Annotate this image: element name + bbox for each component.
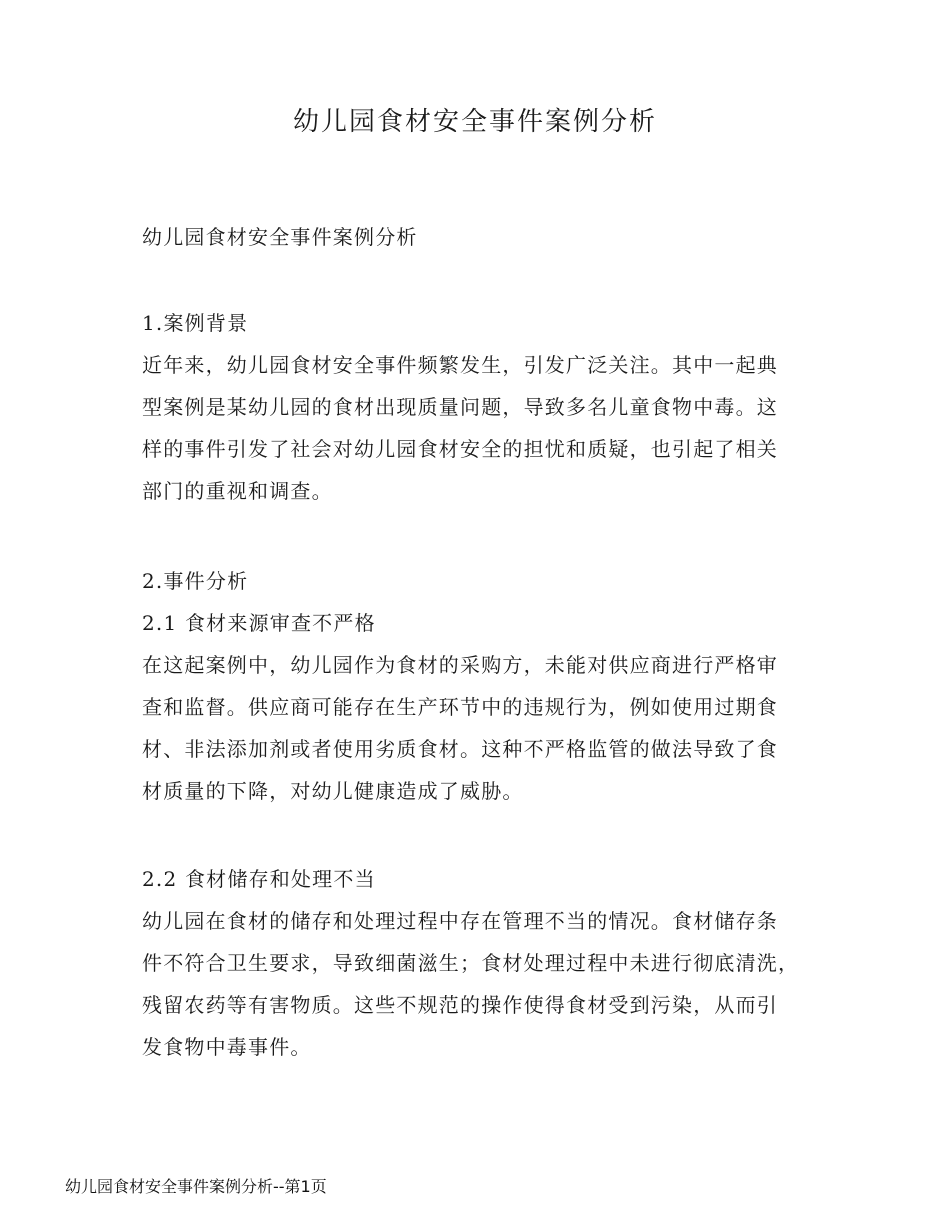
- paragraph-line: 在这起案例中，幼儿园作为食材的采购方，未能对供应商进行严格审: [142, 653, 778, 677]
- section-heading-analysis: 2.事件分析: [142, 569, 249, 593]
- paragraph-line: 幼儿园在食材的储存和处理过程中存在管理不当的情况。食材储存条: [142, 909, 778, 933]
- subsection-heading-source: 2.1 食材来源审查不严格: [142, 611, 376, 635]
- paragraph-background: [142, 344, 802, 512]
- document-subtitle: 幼儿园食材安全事件案例分析: [142, 225, 418, 249]
- paragraph-line: 型案例是某幼儿园的食材出现质量问题，导致多名儿童食物中毒。这: [142, 395, 778, 419]
- paragraph-line: 残留农药等有害物质。这些不规范的操作使得食材受到污染，从而引: [142, 993, 778, 1017]
- subsection-heading-storage: 2.2 食材储存和处理不当: [142, 867, 376, 891]
- paragraph-storage: [142, 900, 802, 1068]
- paragraph-line: 材、非法添加剂或者使用劣质食材。这种不严格监管的做法导致了食: [142, 737, 778, 761]
- paragraph-line: 样的事件引发了社会对幼儿园食材安全的担忧和质疑，也引起了相关: [142, 437, 778, 461]
- paragraph-line: 查和监督。供应商可能存在生产环节中的违规行为，例如使用过期食: [142, 695, 778, 719]
- paragraph-line: 件不符合卫生要求，导致细菌滋生；食材处理过程中未进行彻底清洗，: [142, 951, 800, 975]
- section-heading-background: 1.案例背景: [142, 311, 249, 335]
- paragraph-line: 部门的重视和调查。: [142, 479, 333, 503]
- paragraph-line: 近年来，幼儿园食材安全事件频繁发生，引发广泛关注。其中一起典: [142, 353, 778, 377]
- document-title: 幼儿园食材安全事件案例分析: [292, 107, 657, 137]
- paragraph-line: 材质量的下降，对幼儿健康造成了威胁。: [142, 779, 524, 803]
- paragraph-source: [142, 644, 802, 812]
- page-footer: 幼儿园食材安全事件案例分析--第1页: [65, 1177, 327, 1196]
- paragraph-line: 发食物中毒事件。: [142, 1035, 312, 1059]
